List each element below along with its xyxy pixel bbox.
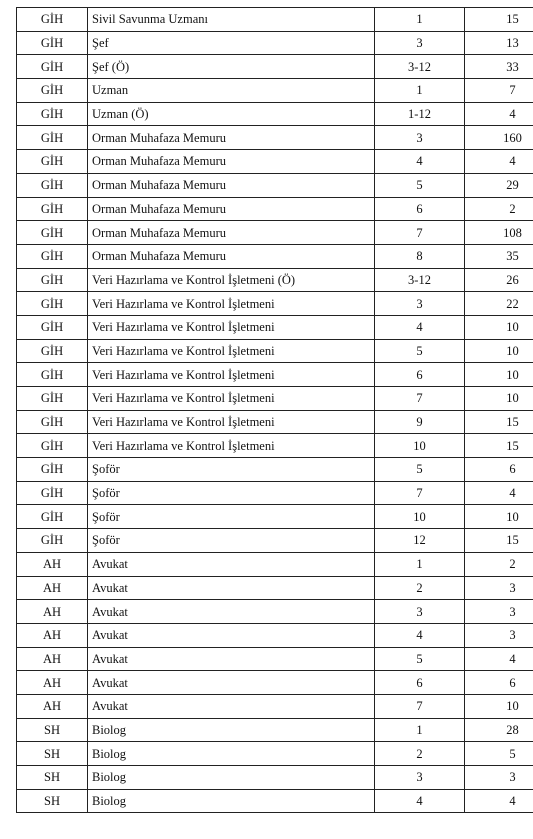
cell-grade: 5 [375, 339, 465, 363]
cell-class: GİH [17, 8, 88, 32]
table-row [17, 576, 533, 600]
cell-class: GİH [17, 505, 88, 529]
cell-grade: 8 [375, 244, 465, 268]
cell-count: 2 [465, 197, 533, 221]
cell-grade: 1 [375, 552, 465, 576]
cell-title: Biolog [88, 789, 375, 813]
table-row [17, 244, 533, 268]
cell-title: Veri Hazırlama ve Kontrol İşletmeni [88, 434, 375, 458]
cell-count: 160 [465, 126, 533, 150]
table-row [17, 718, 533, 742]
cell-count: 4 [465, 789, 533, 813]
cell-title: Şef (Ö) [88, 55, 375, 79]
cell-count: 22 [465, 292, 533, 316]
cell-class: GİH [17, 221, 88, 245]
cell-grade: 6 [375, 197, 465, 221]
cell-class: GİH [17, 458, 88, 482]
cell-title: Şef [88, 31, 375, 55]
table-row [17, 363, 533, 387]
cell-title: Şoför [88, 481, 375, 505]
cell-class: SH [17, 742, 88, 766]
table-row [17, 600, 533, 624]
cell-title: Veri Hazırlama ve Kontrol İşletmeni [88, 315, 375, 339]
cell-title: Avukat [88, 600, 375, 624]
cell-class: GİH [17, 150, 88, 174]
cell-grade: 5 [375, 458, 465, 482]
cell-title: Avukat [88, 623, 375, 647]
cell-title: Veri Hazırlama ve Kontrol İşletmeni [88, 410, 375, 434]
cell-grade: 10 [375, 505, 465, 529]
cell-grade: 1 [375, 718, 465, 742]
cell-title: Orman Muhafaza Memuru [88, 221, 375, 245]
cell-count: 3 [465, 766, 533, 790]
cell-title: Biolog [88, 718, 375, 742]
table-row [17, 126, 533, 150]
staff-position-table [16, 7, 533, 813]
cell-class: SH [17, 766, 88, 790]
table-row [17, 481, 533, 505]
cell-count: 10 [465, 387, 533, 411]
cell-grade: 6 [375, 671, 465, 695]
table-row [17, 410, 533, 434]
cell-class: GİH [17, 529, 88, 553]
cell-class: GİH [17, 339, 88, 363]
cell-title: Orman Muhafaza Memuru [88, 244, 375, 268]
table-row [17, 647, 533, 671]
cell-class: GİH [17, 79, 88, 103]
cell-grade: 3 [375, 292, 465, 316]
table-row [17, 742, 533, 766]
table-row [17, 505, 533, 529]
cell-class: GİH [17, 387, 88, 411]
table-row [17, 694, 533, 718]
cell-title: Orman Muhafaza Memuru [88, 197, 375, 221]
cell-class: SH [17, 789, 88, 813]
cell-title: Orman Muhafaza Memuru [88, 173, 375, 197]
cell-title: Veri Hazırlama ve Kontrol İşletmeni [88, 339, 375, 363]
cell-count: 108 [465, 221, 533, 245]
cell-grade: 4 [375, 789, 465, 813]
cell-count: 29 [465, 173, 533, 197]
cell-grade: 7 [375, 387, 465, 411]
cell-count: 33 [465, 55, 533, 79]
cell-count: 13 [465, 31, 533, 55]
cell-title: Orman Muhafaza Memuru [88, 126, 375, 150]
cell-count: 6 [465, 671, 533, 695]
table-row [17, 671, 533, 695]
cell-count: 3 [465, 623, 533, 647]
table-row [17, 150, 533, 174]
cell-grade: 12 [375, 529, 465, 553]
table-row [17, 766, 533, 790]
cell-title: Sivil Savunma Uzmanı [88, 8, 375, 32]
cell-grade: 1 [375, 79, 465, 103]
table-row [17, 339, 533, 363]
cell-class: GİH [17, 31, 88, 55]
table-row [17, 434, 533, 458]
cell-title: Şoför [88, 529, 375, 553]
table-row [17, 315, 533, 339]
cell-count: 26 [465, 268, 533, 292]
table-row [17, 552, 533, 576]
cell-grade: 3 [375, 31, 465, 55]
cell-class: GİH [17, 55, 88, 79]
cell-title: Uzman (Ö) [88, 102, 375, 126]
cell-count: 7 [465, 79, 533, 103]
cell-class: GİH [17, 102, 88, 126]
cell-count: 4 [465, 647, 533, 671]
cell-title: Avukat [88, 694, 375, 718]
cell-count: 3 [465, 600, 533, 624]
cell-title: Avukat [88, 647, 375, 671]
cell-count: 6 [465, 458, 533, 482]
cell-count: 15 [465, 529, 533, 553]
cell-count: 5 [465, 742, 533, 766]
cell-count: 2 [465, 552, 533, 576]
cell-grade: 10 [375, 434, 465, 458]
cell-count: 10 [465, 363, 533, 387]
cell-grade: 7 [375, 481, 465, 505]
cell-class: AH [17, 694, 88, 718]
cell-grade: 3-12 [375, 55, 465, 79]
table-row [17, 221, 533, 245]
cell-title: Biolog [88, 742, 375, 766]
table-row [17, 623, 533, 647]
cell-grade: 3 [375, 766, 465, 790]
cell-title: Avukat [88, 576, 375, 600]
table-row [17, 268, 533, 292]
cell-grade: 2 [375, 576, 465, 600]
cell-class: GİH [17, 292, 88, 316]
table-row [17, 173, 533, 197]
table-row [17, 102, 533, 126]
cell-count: 4 [465, 150, 533, 174]
cell-grade: 7 [375, 221, 465, 245]
cell-title: Avukat [88, 552, 375, 576]
cell-grade: 9 [375, 410, 465, 434]
cell-count: 10 [465, 694, 533, 718]
table-row [17, 529, 533, 553]
cell-class: GİH [17, 173, 88, 197]
cell-class: AH [17, 671, 88, 695]
cell-count: 4 [465, 102, 533, 126]
cell-class: AH [17, 647, 88, 671]
cell-grade: 3-12 [375, 268, 465, 292]
table-row [17, 31, 533, 55]
cell-count: 15 [465, 8, 533, 32]
cell-class: AH [17, 600, 88, 624]
cell-title: Orman Muhafaza Memuru [88, 150, 375, 174]
cell-grade: 1-12 [375, 102, 465, 126]
table-row [17, 8, 533, 32]
cell-class: GİH [17, 197, 88, 221]
cell-count: 4 [465, 481, 533, 505]
cell-grade: 6 [375, 363, 465, 387]
cell-class: AH [17, 576, 88, 600]
cell-grade: 1 [375, 8, 465, 32]
cell-title: Şoför [88, 458, 375, 482]
cell-class: GİH [17, 363, 88, 387]
cell-class: AH [17, 623, 88, 647]
cell-title: Veri Hazırlama ve Kontrol İşletmeni [88, 292, 375, 316]
table-row [17, 292, 533, 316]
cell-count: 10 [465, 505, 533, 529]
cell-title: Biolog [88, 766, 375, 790]
cell-title: Şoför [88, 505, 375, 529]
cell-count: 3 [465, 576, 533, 600]
cell-grade: 5 [375, 647, 465, 671]
table-row [17, 458, 533, 482]
cell-class: AH [17, 552, 88, 576]
cell-class: GİH [17, 315, 88, 339]
cell-title: Avukat [88, 671, 375, 695]
cell-grade: 5 [375, 173, 465, 197]
cell-class: GİH [17, 244, 88, 268]
cell-grade: 2 [375, 742, 465, 766]
table-row [17, 79, 533, 103]
cell-count: 35 [465, 244, 533, 268]
cell-title: Veri Hazırlama ve Kontrol İşletmeni [88, 387, 375, 411]
cell-grade: 7 [375, 694, 465, 718]
cell-grade: 4 [375, 150, 465, 174]
table-row [17, 197, 533, 221]
cell-grade: 3 [375, 600, 465, 624]
cell-count: 15 [465, 410, 533, 434]
cell-class: GİH [17, 126, 88, 150]
cell-grade: 4 [375, 623, 465, 647]
cell-class: GİH [17, 410, 88, 434]
table-body [17, 8, 533, 813]
cell-title: Uzman [88, 79, 375, 103]
cell-count: 10 [465, 315, 533, 339]
table-row [17, 387, 533, 411]
cell-count: 15 [465, 434, 533, 458]
cell-count: 10 [465, 339, 533, 363]
cell-grade: 4 [375, 315, 465, 339]
table-row [17, 789, 533, 813]
table-row [17, 55, 533, 79]
cell-class: GİH [17, 268, 88, 292]
cell-grade: 3 [375, 126, 465, 150]
cell-count: 28 [465, 718, 533, 742]
cell-class: SH [17, 718, 88, 742]
cell-title: Veri Hazırlama ve Kontrol İşletmeni [88, 363, 375, 387]
cell-title: Veri Hazırlama ve Kontrol İşletmeni (Ö) [88, 268, 375, 292]
cell-class: GİH [17, 434, 88, 458]
cell-class: GİH [17, 481, 88, 505]
